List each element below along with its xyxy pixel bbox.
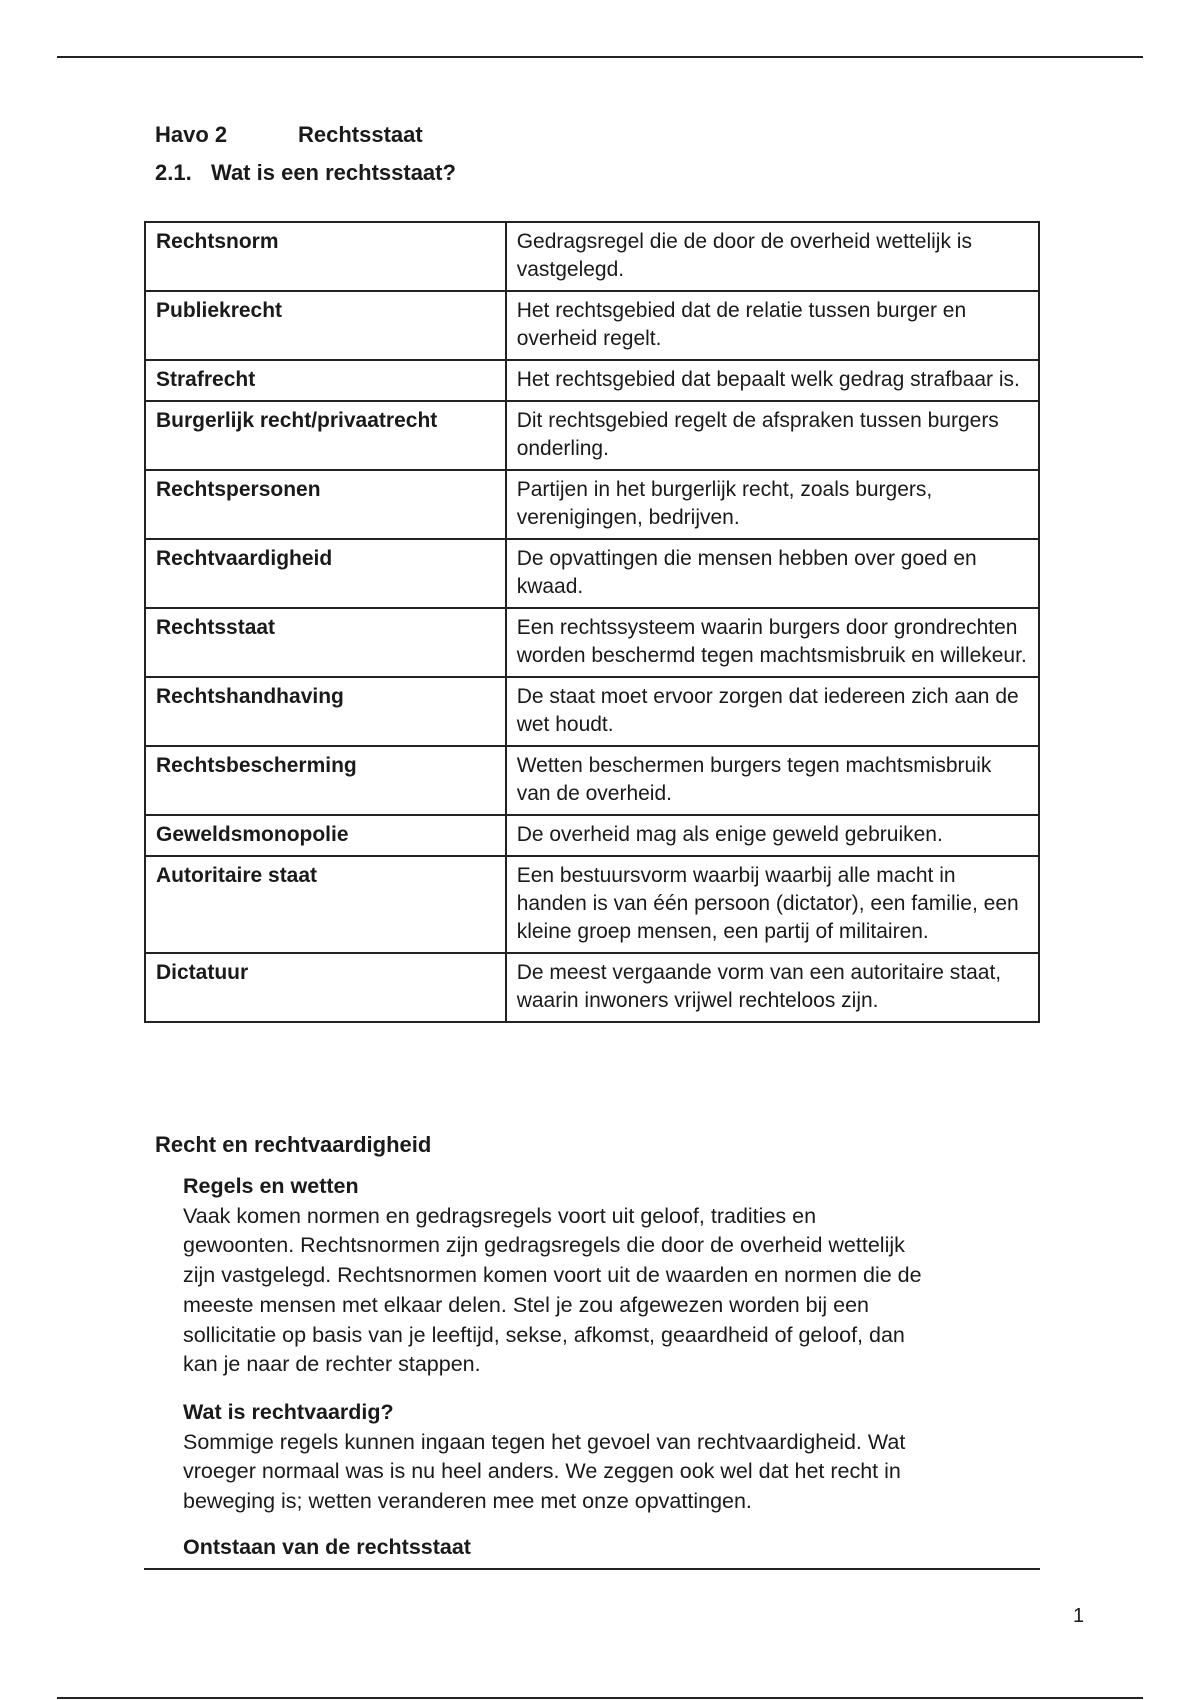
glossary-term: Rechtsbescherming bbox=[145, 746, 506, 815]
rechtvaardig-title: Wat is rechtvaardig? bbox=[183, 1400, 394, 1424]
glossary-definition: Een rechtssysteem waarin burgers door grondrechten worden beschermd tegen machtsmisbruik en willekeur. bbox=[506, 608, 1039, 677]
glossary-row bbox=[145, 222, 1039, 291]
glossary-row bbox=[145, 746, 1039, 815]
glossary-term: Publiekrecht bbox=[145, 291, 506, 360]
glossary-definition: Het rechtsgebied dat bepaalt welk gedrag strafbaar is. bbox=[506, 360, 1039, 401]
chapter-title: Rechtsstaat bbox=[298, 122, 423, 147]
glossary-definition: Wetten beschermen burgers tegen machtsmisbruik van de overheid. bbox=[506, 746, 1039, 815]
glossary-body bbox=[145, 222, 1039, 1022]
section-title: Wat is een rechtsstaat? bbox=[211, 160, 456, 185]
glossary-definition: De opvattingen die mensen hebben over goed en kwaad. bbox=[506, 539, 1039, 608]
glossary-row bbox=[145, 856, 1039, 953]
regels-line: kan je naar de rechter stappen. bbox=[183, 1352, 481, 1377]
subsection-title: Recht en rechtvaardigheid bbox=[155, 1132, 432, 1157]
content-end-rule bbox=[144, 1568, 1040, 1570]
glossary-row bbox=[145, 953, 1039, 1022]
rechtvaardig-line: beweging is; wetten veranderen mee met onze opvattingen. bbox=[183, 1489, 752, 1514]
page-number: 1 bbox=[1073, 1605, 1085, 1627]
glossary-definition: Een bestuursvorm waarbij waarbij alle macht in handen is van één persoon (dictator), een familie, een kleine groep mensen, een partij of militairen. bbox=[506, 856, 1039, 953]
glossary-term: Autoritaire staat bbox=[145, 856, 506, 953]
glossary-term: Rechtspersonen bbox=[145, 470, 506, 539]
glossary-definition: Gedragsregel die de door de overheid wettelijk is vastgelegd. bbox=[506, 222, 1039, 291]
section-number: 2.1. bbox=[155, 160, 192, 185]
glossary-definition: De meest vergaande vorm van een autoritaire staat, waarin inwoners vrijwel rechteloos zijn. bbox=[506, 953, 1039, 1022]
regels-line: zijn vastgelegd. Rechtsnormen komen voort uit de waarden en normen die de bbox=[183, 1263, 922, 1288]
page-top-rule bbox=[57, 56, 1143, 58]
section-heading bbox=[155, 160, 456, 186]
rechtvaardig-block bbox=[183, 1398, 1043, 1517]
regels-line: sollicitatie op basis van je leeftijd, sekse, afkomst, geaardheid of geloof, dan bbox=[183, 1322, 905, 1347]
glossary-definition: De overheid mag als enige geweld gebruiken. bbox=[506, 815, 1039, 856]
glossary-definition: Dit rechtsgebied regelt de afspraken tussen burgers onderling. bbox=[506, 401, 1039, 470]
glossary-term: Rechtvaardigheid bbox=[145, 539, 506, 608]
ontstaan-title: Ontstaan van de rechtsstaat bbox=[183, 1535, 471, 1559]
regels-title: Regels en wetten bbox=[183, 1174, 359, 1198]
glossary-definition: Partijen in het burgerlijk recht, zoals burgers, verenigingen, bedrijven. bbox=[506, 470, 1039, 539]
glossary-term: Dictatuur bbox=[145, 953, 506, 1022]
glossary-term: Burgerlijk recht/privaatrecht bbox=[145, 401, 506, 470]
class-label: Havo 2 bbox=[155, 122, 228, 147]
regels-line: gewoonten. Rechtsnormen zijn gedragsregels die door de overheid wettelijk bbox=[183, 1233, 905, 1258]
rechtvaardig-line: Sommige regels kunnen ingaan tegen het gevoel van rechtvaardigheid. Wat bbox=[183, 1429, 906, 1454]
glossary-definition: De staat moet ervoor zorgen dat iedereen zich aan de wet houdt. bbox=[506, 677, 1039, 746]
page-bottom-rule bbox=[57, 1697, 1143, 1699]
glossary-table bbox=[144, 221, 1040, 1023]
glossary-term: Strafrecht bbox=[145, 360, 506, 401]
glossary-row bbox=[145, 470, 1039, 539]
glossary-row bbox=[145, 291, 1039, 360]
glossary-row bbox=[145, 815, 1039, 856]
regels-block bbox=[183, 1172, 1043, 1380]
glossary-term: Geweldsmonopolie bbox=[145, 815, 506, 856]
glossary-definition: Het rechtsgebied dat de relatie tussen burger en overheid regelt. bbox=[506, 291, 1039, 360]
rechtvaardig-line: vroeger normaal was is nu heel anders. We zeggen ook wel dat het recht in bbox=[183, 1459, 901, 1484]
glossary-row bbox=[145, 539, 1039, 608]
glossary-row bbox=[145, 677, 1039, 746]
glossary-row bbox=[145, 608, 1039, 677]
regels-line: meeste mensen met elkaar delen. Stel je zou afgewezen worden bij een bbox=[183, 1292, 870, 1317]
glossary-row bbox=[145, 360, 1039, 401]
glossary-term: Rechtsstaat bbox=[145, 608, 506, 677]
glossary-row bbox=[145, 401, 1039, 470]
document-heading bbox=[155, 122, 423, 148]
glossary-term: Rechtsnorm bbox=[145, 222, 506, 291]
regels-line: Vaak komen normen en gedragsregels voort uit geloof, tradities en bbox=[183, 1203, 817, 1228]
glossary-term: Rechtshandhaving bbox=[145, 677, 506, 746]
